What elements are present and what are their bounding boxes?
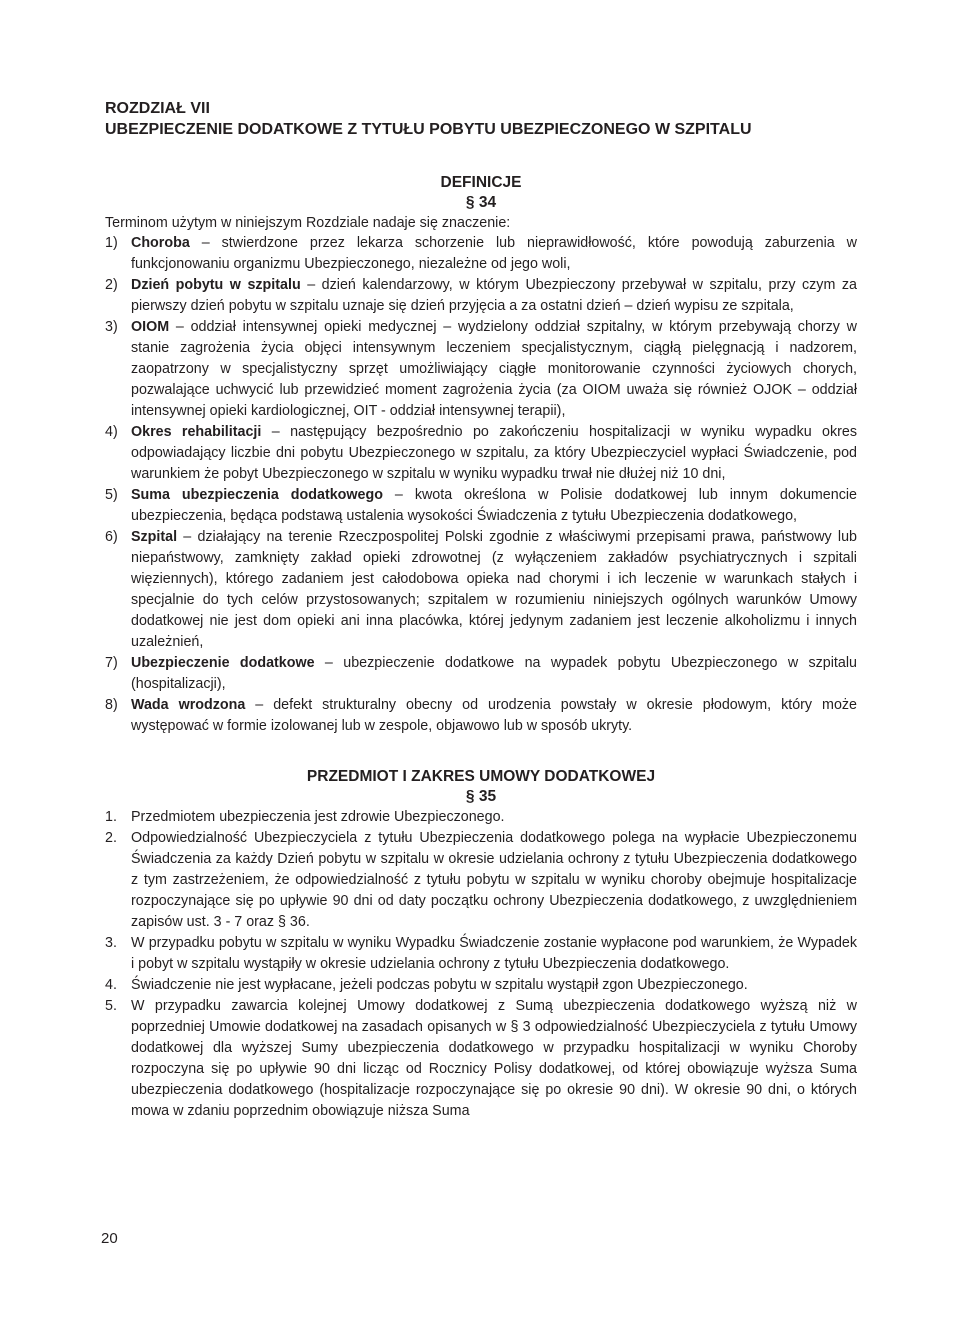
definition-term: Dzień pobytu w szpitalu: [131, 277, 301, 293]
definition-item: 3) OIOM – oddział intensywnej opieki medycznej – wydzielony oddział szpitalny, w którym przebywają chorzy w stanie zagrożenia życia objęci intensywnym leczeniem specjalistycznym, ciągłą pielęgnacją i nadzorem, zaopatrzony w specjalistyczny sprzęt umożliwiający ciągłe monitorowanie czynności życiowych chorych, pozwalające uchwycić lub przewidzieć moment zagrożenia życia (za OIOM uważa się również OJOK – oddział intensywnej opieki kardiologicznej, OIT - oddział intensywnej terapii),: [105, 319, 857, 419]
scope-item: 3. W przypadku pobytu w szpitalu w wyniku Wypadku Świadczenie zostanie wypłacone pod warunkiem, że Wypadek i pobyt w szpitalu wystąpiły w okresie udzielania ochrony z tytułu Ubezpieczenia dodatkowego.: [105, 935, 857, 972]
definitions-list: [105, 233, 857, 737]
scope-paragraph-number: § 35: [465, 788, 497, 805]
scope-list: [105, 807, 857, 1122]
scope-item: 4. Świadczenie nie jest wypłacane, jeżeli podczas pobytu w szpitalu wystąpił zgon Ubezpieczonego.: [105, 977, 748, 993]
scope-item: 2. Odpowiedzialność Ubezpieczyciela z tytułu Ubezpieczenia dodatkowego polega na wypłacie Ubezpieczonemu Świadczenia za każdy Dzień pobytu w szpitalu w okresie udzielania ochrony z tytułu Ubezpieczenia dodatkowego z tym zastrzeżeniem, że odpowiedzialność z tytułu pobytu w szpitalu w wyniku choroby obejmuje hospitalizacje rozpoczynające się po upływie 90 dni od daty początku ochrony Ubezpieczenia dodatkowego, z uwzględnieniem zapisów ust. 3 - 7 oraz § 36.: [105, 830, 857, 930]
chapter-title: UBEZPIECZENIE DODATKOWE Z TYTUŁU POBYTU UBEZPIECZONEGO W SZPITALU: [105, 121, 752, 138]
definition-term: Ubezpieczenie dodatkowe: [131, 655, 315, 671]
page-number: 20: [101, 1230, 118, 1247]
definition-item: 7) Ubezpieczenie dodatkowe – ubezpieczenie dodatkowe na wypadek pobytu Ubezpieczonego w szpitalu (hospitalizacji),: [105, 655, 857, 692]
scope-item: 5. W przypadku zawarcia kolejnej Umowy dodatkowej z Sumą ubezpieczenia dodatkowego wyższą niż w poprzedniej Umowie dodatkowej na zasadach opisanych w § 3 odpowiedzialność Ubezpieczyciela z tytułu Umowy dodatkowej dla wyższej Sumy ubezpieczenia dodatkowego w przypadku hospitalizacji w wyniku Choroby rozpoczyna się po upływie 90 dni licząc od Rocznicy Polisy dodatkowej, od której obowiązuje wyższa Suma ubezpieczenia dodatkowego (hospitalizacje rozpoczynające się po okresie 90 dni). W okresie 90 dni, o których mowa w zdaniu poprzednim obowiązuje niższa Suma: [105, 998, 857, 1119]
scope-item: 1. Przedmiotem ubezpieczenia jest zdrowie Ubezpieczonego.: [105, 809, 505, 825]
chapter-number: ROZDZIAŁ VII: [105, 100, 210, 117]
definition-term: Suma ubezpieczenia dodatkowego: [131, 487, 383, 503]
definition-term: OIOM: [131, 319, 170, 335]
definition-item: 1) Choroba – stwierdzone przez lekarza schorzenie lub nieprawidłowość, które powodują zaburzenia w funkcjonowaniu organizmu Ubezpieczonego, niezależne od jego woli,: [105, 235, 857, 272]
document-page: [105, 98, 857, 1122]
definition-term: Szpital: [131, 529, 178, 545]
definition-item: 4) Okres rehabilitacji – następujący bezpośrednio po zakończeniu hospitalizacji w wyniku wypadku okres odpowiadający liczbie dni pobytu Ubezpieczonego w szpitalu, za który Ubezpieczyciel wypłaci Świadczenie, pod warunkiem że pobyt Ubezpieczonego w szpitalu w wyniku wypadku trwał nie dłużej niż 10 dni,: [105, 424, 858, 482]
definition-item: 6) Szpital – działający na terenie Rzeczpospolitej Polski zgodnie z właściwymi przepisami prawa, państwowy lub niepaństwowy, zamknięty zakład opieki zdrowotnej (z wyłączeniem zakładów psychiatrycznych i szpitali więziennych), którego zadaniem jest całodobowa opieka nad chorymi i ich leczenie w warunkach stałych i specjalnie do tych celów przystosowanych; szpitalem w rozumieniu niniejszych ogólnych warunków Umowy dodatkowej nie jest dom opieki ani inna placówka, której jedynym zadaniem jest leczenie alkoholizmu i innych uzależnień,: [105, 529, 857, 650]
definition-term: Choroba: [131, 235, 190, 251]
definition-term: Okres rehabilitacji: [131, 424, 262, 440]
definition-item: 8) Wada wrodzona – defekt strukturalny obecny od urodzenia powstały w okresie płodowym, który może występować w formie izolowanej lub w zespole, objawowo lub w sposób ukryty.: [105, 697, 857, 734]
definition-item: 2) Dzień pobytu w szpitalu – dzień kalendarzowy, w którym Ubezpieczony przebywał w szpitalu, przy czym za pierwszy dzień pobytu w szpitalu uznaje się dzień przyjęcia a za ostatni dzień – dzień wypisu ze szpitala,: [105, 277, 857, 314]
definitions-title: DEFINICJE: [440, 174, 522, 191]
scope-title: PRZEDMIOT I ZAKRES UMOWY DODATKOWEJ: [306, 768, 656, 785]
definitions-intro: Terminom użytym w niniejszym Rozdziale nadaje się znaczenie:: [105, 215, 511, 231]
definition-item: 5) Suma ubezpieczenia dodatkowego – kwota określona w Polisie dodatkowej lub innym dokumencie ubezpieczenia, będąca podstawą ustalenia wysokości Świadczenia z tytułu Ubezpieczenia dodatkowego,: [105, 487, 857, 524]
definition-term: Wada wrodzona: [131, 697, 246, 713]
definitions-paragraph-number: § 34: [465, 194, 497, 211]
